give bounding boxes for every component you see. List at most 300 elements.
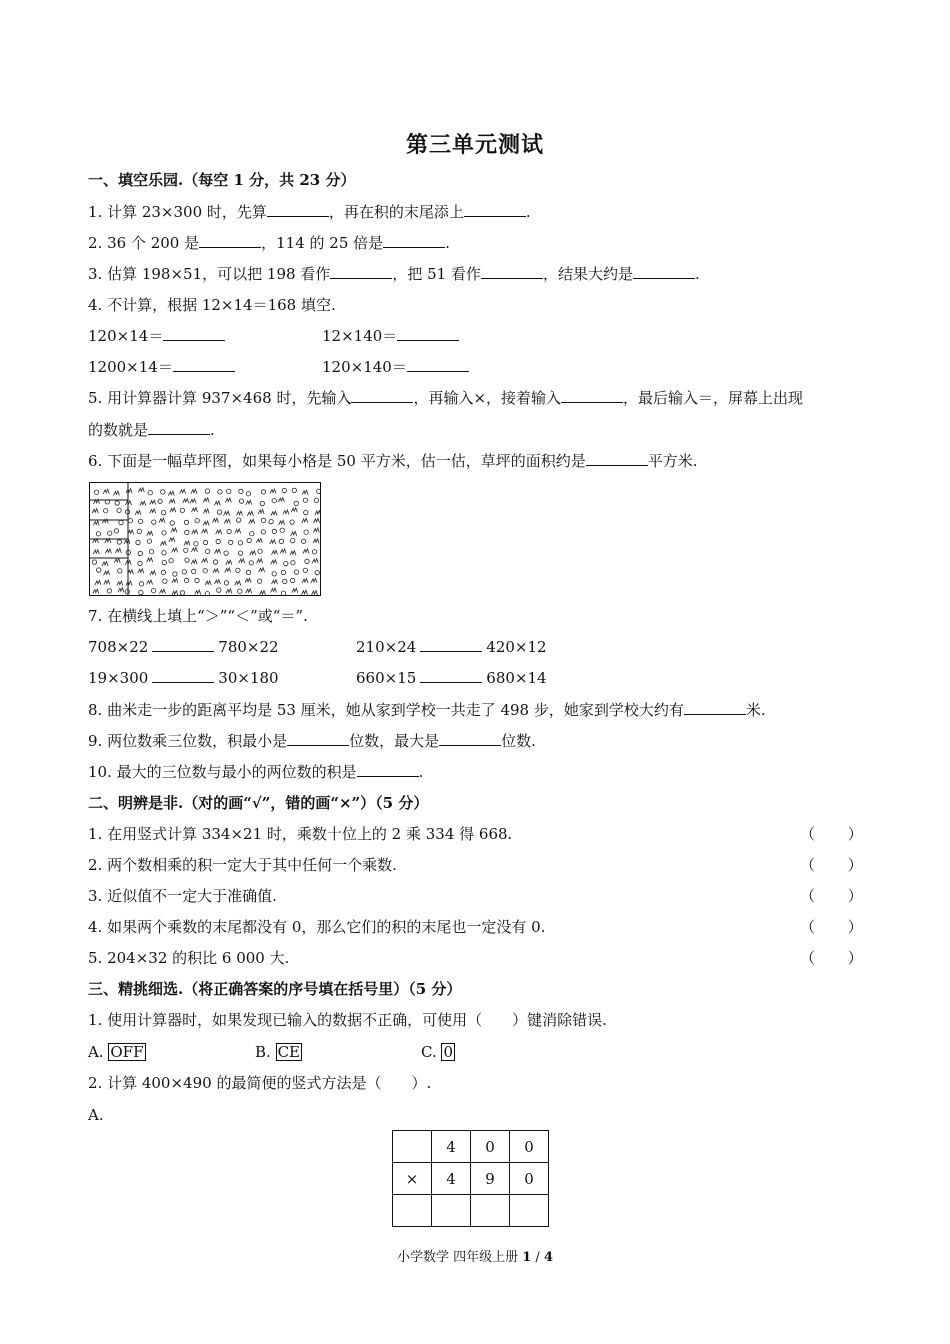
- lawn-flower: [96, 532, 100, 536]
- lawn-grass-tuft: [172, 591, 178, 595]
- lawn-grass-tuft: [271, 588, 277, 593]
- lawn-flower: [282, 488, 286, 492]
- lawn-flower: [195, 578, 199, 582]
- lawn-flower: [139, 582, 143, 586]
- lawn-flower: [292, 488, 296, 492]
- lawn-grass-tuft: [314, 518, 320, 523]
- lawn-grass-tuft: [250, 551, 256, 556]
- lawn-flower: [303, 498, 307, 502]
- lawn-grass-tuft: [138, 569, 144, 574]
- lawn-flower: [281, 570, 285, 574]
- answer-blank[interactable]: [351, 388, 413, 403]
- lawn-grass-tuft: [245, 578, 251, 583]
- answer-blank[interactable]: [173, 357, 235, 372]
- lawn-grass-tuft: [169, 499, 175, 504]
- question-5-cont: 的数就是 .: [88, 421, 215, 439]
- lawn-flower: [269, 519, 273, 523]
- lawn-grass-tuft: [115, 549, 121, 554]
- q4-item: 12×140＝: [322, 326, 459, 346]
- table-cell: [393, 1195, 432, 1227]
- lawn-flower: [107, 589, 111, 593]
- lawn-flower: [148, 491, 152, 495]
- lawn-grass-tuft: [312, 591, 318, 595]
- table-cell: 0: [510, 1131, 549, 1163]
- lawn-grass-tuft: [315, 511, 320, 515]
- answer-parentheses[interactable]: （ ）: [800, 825, 863, 843]
- q7-item: 19×300 30×180: [88, 669, 279, 687]
- lawn-flower: [173, 572, 177, 576]
- lawn-flower: [224, 581, 228, 585]
- lawn-flower: [217, 510, 221, 514]
- lawn-illustration: [90, 483, 320, 595]
- lawn-flower: [138, 551, 142, 555]
- lawn-grass-tuft: [118, 588, 124, 593]
- lawn-flower: [152, 520, 156, 524]
- lawn-flower: [238, 541, 242, 545]
- lawn-grass-tuft: [290, 551, 296, 556]
- lawn-grass-tuft: [215, 549, 221, 554]
- lawn-flower: [238, 551, 242, 555]
- lawn-grass-tuft: [93, 550, 99, 555]
- lawn-flower: [161, 490, 165, 494]
- lawn-flower: [128, 519, 132, 523]
- answer-blank[interactable]: [633, 264, 695, 279]
- lawn-grass-tuft: [191, 489, 197, 494]
- lawn-flower: [137, 529, 141, 533]
- lawn-flower: [294, 570, 298, 574]
- lawn-flower: [185, 558, 189, 562]
- lawn-grass-tuft: [213, 569, 219, 574]
- lawn-grass-tuft: [214, 501, 220, 506]
- lawn-grass-tuft: [216, 530, 222, 535]
- lawn-flower: [284, 561, 288, 565]
- lawn-grass-tuft: [191, 560, 197, 565]
- lawn-grass-tuft: [104, 571, 110, 576]
- lawn-flower: [138, 519, 142, 523]
- lawn-grass-tuft: [190, 499, 196, 504]
- lawn-grass-tuft: [192, 530, 198, 535]
- lawn-flower: [239, 489, 243, 493]
- lawn-grass-tuft: [191, 548, 197, 553]
- answer-blank[interactable]: [481, 264, 543, 279]
- answer-parentheses[interactable]: （ ）: [800, 856, 863, 874]
- option-a[interactable]: A. OFF: [88, 1043, 144, 1061]
- lawn-flower: [184, 578, 188, 582]
- lawn-grass-tuft: [169, 538, 175, 543]
- lawn-flower: [279, 539, 283, 543]
- lawn-grass-tuft: [249, 519, 255, 524]
- lawn-flower: [104, 509, 108, 513]
- lawn-flower: [161, 510, 165, 514]
- question-2: 2. 36 个 200 是 ，114 的 25 倍是 .: [88, 234, 450, 252]
- question-4: 4. 不计算，根据 12×14＝168 填空.: [88, 296, 336, 314]
- q7-item: 708×22 780×22: [88, 638, 279, 656]
- lawn-flower: [218, 490, 222, 494]
- page-footer: 小学数学 四年级上册 1 / 4: [396, 1250, 553, 1265]
- lawn-grass-tuft: [184, 541, 190, 546]
- lawn-flower: [205, 549, 209, 553]
- lawn-flower: [227, 529, 231, 533]
- lawn-flower: [258, 549, 262, 553]
- page-title: 第三单元测试: [405, 132, 544, 158]
- lawn-grass-tuft: [246, 589, 252, 594]
- lawn-grass-tuft: [126, 489, 132, 494]
- lawn-grass-tuft: [270, 489, 276, 494]
- lawn-grass-tuft: [272, 550, 278, 555]
- lawn-grass-tuft: [160, 589, 166, 594]
- lawn-flower: [283, 579, 287, 583]
- table-cell: 4: [432, 1163, 471, 1195]
- q7-item: 660×15 680×14: [356, 669, 547, 687]
- lawn-flower: [180, 508, 184, 512]
- lawn-grass-tuft: [272, 580, 278, 585]
- lawn-grass-tuft: [160, 541, 166, 546]
- lawn-flower: [114, 529, 118, 533]
- table-cell: [510, 1195, 549, 1227]
- lawn-flower: [170, 521, 174, 525]
- lawn-grass-tuft: [302, 579, 308, 584]
- lawn-flower: [317, 489, 320, 493]
- lawn-grass-tuft: [104, 580, 110, 585]
- q7-item: 210×24 420×12: [356, 638, 547, 656]
- lawn-grass-tuft: [168, 491, 174, 496]
- judgment-item: 4. 如果两个乘数的末尾都没有 0，那么它们的积的末尾也一定没有 0.: [88, 918, 546, 936]
- lawn-flower: [117, 508, 121, 512]
- answer-blank[interactable]: [163, 326, 225, 341]
- lawn-grass-tuft: [202, 559, 208, 564]
- lawn-flower: [238, 589, 242, 593]
- question-1: 1. 计算 23×300 时，先算 ，再在积的末尾添上 .: [88, 203, 531, 221]
- lawn-flower: [136, 540, 140, 544]
- lawn-flower: [162, 531, 166, 535]
- lawn-grass-tuft: [279, 520, 285, 525]
- lawn-flower: [216, 539, 220, 543]
- answer-parentheses[interactable]: （ ）: [800, 918, 863, 936]
- lawn-flower: [305, 559, 309, 563]
- question-10: 10. 最大的三位数与最小的两位数的积是 .: [88, 763, 424, 781]
- lawn-flower: [260, 501, 264, 505]
- lawn-flower: [194, 542, 198, 546]
- lawn-flower: [247, 538, 251, 542]
- answer-blank[interactable]: [152, 668, 214, 683]
- choice-question-1: 1. 使用计算器时，如果发现已输入的数据不正确，可使用（ ）键消除错误.: [88, 1011, 607, 1029]
- answer-blank[interactable]: [464, 202, 526, 217]
- lawn-grass-tuft: [203, 521, 209, 526]
- lawn-flower: [217, 588, 221, 592]
- lawn-grass-tuft: [126, 581, 132, 586]
- lawn-grass-tuft: [280, 549, 286, 554]
- lawn-flower: [151, 589, 155, 593]
- calculator-key: CE: [277, 1043, 300, 1061]
- vertical-multiplication-table: [392, 1130, 549, 1227]
- table-cell: ×: [393, 1163, 432, 1195]
- lawn-flower: [249, 561, 253, 565]
- lawn-grass-tuft: [257, 559, 263, 564]
- lawn-grass-tuft: [239, 559, 245, 564]
- lawn-flower: [291, 561, 295, 565]
- lawn-flower: [149, 550, 153, 554]
- question-8: 8. 曲米走一步的距离平均是 53 厘米，她从家到学校一共走了 498 步，她家到学校大约有 米.: [88, 701, 766, 719]
- lawn-flower: [108, 531, 112, 535]
- lawn-flower: [290, 520, 294, 524]
- lawn-flower: [314, 498, 318, 502]
- answer-blank[interactable]: [199, 233, 261, 248]
- section3-heading: 三、精挑细选.（将正确答案的序号填在括号里）（5 分）: [88, 980, 462, 998]
- judgment-item: 1. 在用竖式计算 334×21 时，乘数十位上的 2 乘 334 得 668.: [88, 825, 513, 843]
- lawn-grass-tuft: [93, 521, 99, 526]
- lawn-flower: [257, 579, 261, 583]
- lawn-flower: [158, 499, 162, 503]
- lawn-flower: [203, 569, 207, 573]
- lawn-grass-tuft: [302, 590, 308, 595]
- lawn-flower: [261, 518, 265, 522]
- answer-parentheses[interactable]: （ ）: [800, 887, 863, 905]
- calculator-key: 0: [443, 1043, 454, 1061]
- table-cell: 0: [510, 1163, 549, 1195]
- q4-item: 1200×14＝: [88, 357, 235, 377]
- lawn-grass-tuft: [235, 529, 241, 534]
- lawn-grass-tuft: [313, 539, 319, 544]
- lawn-grass-tuft: [224, 511, 230, 515]
- lawn-flower: [301, 539, 305, 543]
- lawn-flower: [195, 519, 199, 523]
- lawn-grass-tuft: [278, 498, 284, 503]
- lawn-grass-tuft: [170, 508, 176, 513]
- lawn-grass-tuft: [291, 508, 297, 513]
- lawn-grass-tuft: [147, 580, 153, 585]
- lawn-grass-tuft: [225, 498, 231, 503]
- answer-blank[interactable]: [383, 233, 445, 248]
- lawn-grass-tuft: [195, 590, 201, 595]
- lawn-flower: [272, 499, 276, 503]
- lawn-grass-tuft: [124, 539, 130, 544]
- lawn-flower: [203, 540, 207, 544]
- lawn-grass-tuft: [150, 509, 156, 514]
- lawn-grass-tuft: [147, 531, 153, 536]
- lawn-grass-tuft: [311, 578, 317, 583]
- lawn-grass-tuft: [172, 579, 178, 584]
- table-cell: 0: [471, 1131, 510, 1163]
- judgment-item: 2. 两个数相乘的积一定大于其中任何一个乘数.: [88, 856, 397, 874]
- calculator-key: OFF: [110, 1043, 144, 1061]
- lawn-grid-figure: [89, 482, 321, 596]
- answer-blank[interactable]: [420, 668, 482, 683]
- question-9: 9. 两位数乘三位数，积最小是 位数，最大是 位数.: [88, 732, 536, 750]
- lawn-grass-tuft: [225, 568, 231, 573]
- lawn-flower: [138, 561, 142, 565]
- lawn-flower: [97, 568, 101, 572]
- lawn-grass-tuft: [303, 549, 309, 554]
- section2-heading: 二、明辨是非.（对的画“√”，错的画“×”）（5 分）: [88, 794, 429, 812]
- lawn-grass-tuft: [114, 559, 120, 564]
- lawn-grass-tuft: [246, 500, 252, 505]
- lawn-grass-tuft: [93, 589, 99, 594]
- lawn-grass-tuft: [226, 589, 232, 594]
- lawn-grass-tuft: [271, 511, 277, 516]
- lawn-flower: [115, 501, 119, 505]
- lawn-flower: [290, 578, 294, 582]
- lawn-grass-tuft: [102, 561, 108, 566]
- lawn-grass-tuft: [95, 580, 101, 585]
- lawn-grass-tuft: [202, 529, 208, 534]
- lawn-grass-tuft: [292, 588, 298, 593]
- lawn-flower: [236, 568, 240, 572]
- option-a-label[interactable]: A.: [88, 1106, 104, 1124]
- lawn-grass-tuft: [291, 531, 297, 536]
- lawn-flower: [185, 530, 189, 534]
- lawn-flower: [147, 539, 151, 543]
- lawn-grass-tuft: [224, 519, 230, 524]
- lawn-flower: [213, 560, 217, 564]
- lawn-flower: [281, 591, 285, 595]
- lawn-grass-tuft: [271, 560, 277, 565]
- table-cell: [432, 1195, 471, 1227]
- answer-blank[interactable]: [357, 762, 419, 777]
- lawn-flower: [192, 569, 196, 573]
- lawn-grass-tuft: [226, 560, 232, 565]
- lawn-flower: [261, 530, 265, 534]
- lawn-grass-tuft: [312, 559, 318, 564]
- lawn-grass-tuft: [212, 518, 218, 523]
- lawn-flower: [304, 530, 308, 534]
- question-5: 5. 用计算器计算 937×468 时，先输入 ，再输入×，接着输入 ，最后输入＝，屏幕上出现: [88, 389, 804, 407]
- lawn-flower: [227, 489, 231, 493]
- lawn-flower: [280, 528, 284, 532]
- lawn-grass-tuft: [92, 509, 98, 514]
- answer-blank[interactable]: [420, 637, 482, 652]
- lawn-grass-tuft: [235, 581, 241, 586]
- answer-blank[interactable]: [684, 700, 746, 715]
- lawn-flower: [205, 489, 209, 493]
- table-cell: [393, 1131, 432, 1163]
- lawn-flower: [246, 570, 250, 574]
- lawn-flower: [139, 590, 143, 594]
- lawn-grass-tuft: [138, 488, 144, 493]
- lawn-grass-tuft: [302, 490, 308, 495]
- answer-blank[interactable]: [287, 731, 349, 746]
- lawn-flower: [119, 520, 123, 524]
- lawn-grass-tuft: [150, 500, 156, 505]
- lawn-grass-tuft: [172, 548, 178, 553]
- choice-question-2: 2. 计算 400×490 的最简便的竖式方法是（ ）.: [88, 1074, 432, 1092]
- q4-item: 120×14＝: [88, 326, 225, 346]
- lawn-grass-tuft: [103, 489, 109, 494]
- lawn-grass-tuft: [283, 510, 289, 515]
- lawn-grass-tuft: [140, 501, 146, 506]
- lawn-flower: [291, 538, 295, 542]
- table-cell: 4: [432, 1131, 471, 1163]
- lawn-flower: [163, 579, 167, 583]
- lawn-flower: [205, 592, 209, 596]
- answer-blank[interactable]: [586, 451, 648, 466]
- lawn-flower: [246, 492, 250, 496]
- lawn-grass-tuft: [260, 591, 266, 595]
- lawn-flower: [315, 570, 319, 574]
- lawn-grass-tuft: [259, 568, 265, 573]
- lawn-flower: [184, 548, 188, 552]
- lawn-flower: [250, 532, 254, 536]
- answer-blank[interactable]: [439, 731, 501, 746]
- lawn-flower: [272, 529, 276, 533]
- answer-blank[interactable]: [330, 264, 392, 279]
- lawn-grass-tuft: [203, 509, 209, 514]
- lawn-flower: [184, 520, 188, 524]
- section1-heading: 一、填空乐园.（每空 1 分，共 23 分）: [88, 171, 356, 189]
- answer-blank[interactable]: [267, 202, 329, 217]
- lawn-flower: [94, 490, 98, 494]
- lawn-flower: [239, 499, 243, 503]
- answer-blank[interactable]: [152, 637, 214, 652]
- answer-blank[interactable]: [407, 357, 469, 372]
- question-7: 7. 在横线上填上“＞”“＜”或“＝”.: [88, 607, 308, 625]
- answer-parentheses[interactable]: （ ）: [800, 949, 863, 967]
- judgment-item: 5. 204×32 的积比 6 000 大.: [88, 949, 290, 967]
- lawn-flower: [303, 568, 307, 572]
- lawn-grass-tuft: [313, 528, 319, 533]
- answer-blank[interactable]: [561, 388, 623, 403]
- lawn-flower: [272, 572, 276, 576]
- lawn-grass-tuft: [171, 528, 177, 533]
- lawn-grass-tuft: [135, 511, 141, 516]
- question-3: 3. 估算 198×51，可以把 198 看作 ，把 51 看作 ，结果大约是 .: [88, 265, 700, 283]
- lawn-grass-tuft: [258, 510, 264, 515]
- lawn-flower: [162, 551, 166, 555]
- answer-blank[interactable]: [148, 420, 210, 435]
- lawn-flower: [118, 569, 122, 573]
- lawn-grass-tuft: [214, 580, 220, 585]
- lawn-flower: [180, 591, 184, 595]
- option-b[interactable]: B. CE: [255, 1043, 300, 1061]
- lawn-grass-tuft: [105, 549, 111, 554]
- lawn-grass-tuft: [180, 489, 186, 494]
- lawn-grass-tuft: [203, 498, 209, 503]
- lawn-flower: [304, 510, 308, 514]
- lawn-flower: [182, 570, 186, 574]
- lawn-flower: [224, 551, 228, 555]
- lawn-grass-tuft: [113, 491, 119, 496]
- lawn-grass-tuft: [247, 511, 253, 516]
- option-c[interactable]: C. 0: [421, 1043, 454, 1061]
- lawn-grass-tuft: [302, 518, 308, 523]
- lawn-flower: [237, 518, 241, 522]
- lawn-flower: [169, 559, 173, 563]
- table-cell: 9: [471, 1163, 510, 1195]
- lawn-grass-tuft: [256, 539, 262, 544]
- lawn-flower: [294, 501, 298, 505]
- lawn-grass-tuft: [183, 499, 189, 504]
- lawn-grass-tuft: [270, 540, 276, 545]
- lawn-flower: [161, 570, 165, 574]
- lawn-flower: [125, 590, 129, 594]
- lawn-grass-tuft: [159, 518, 165, 523]
- lawn-flower: [162, 560, 166, 564]
- lawn-flower: [229, 540, 233, 544]
- question-6: 6. 下面是一幅草坪图，如果每小格是 50 平方米，估一估，草坪的面积约是 平方米.: [88, 452, 698, 470]
- lawn-grass-tuft: [192, 508, 198, 512]
- lawn-flower: [312, 550, 316, 554]
- q4-item: 120×140＝: [322, 357, 469, 377]
- table-cell: [471, 1195, 510, 1227]
- lawn-flower: [92, 560, 96, 564]
- lawn-grass-tuft: [150, 571, 156, 576]
- lawn-flower: [117, 540, 121, 544]
- lawn-grass-tuft: [147, 558, 153, 563]
- judgment-item: 3. 近似值不一定大于准确值.: [88, 887, 277, 905]
- lawn-grass-tuft: [237, 511, 243, 515]
- lawn-flower: [261, 490, 265, 494]
- answer-blank[interactable]: [397, 326, 459, 341]
- lawn-grass-tuft: [205, 581, 211, 586]
